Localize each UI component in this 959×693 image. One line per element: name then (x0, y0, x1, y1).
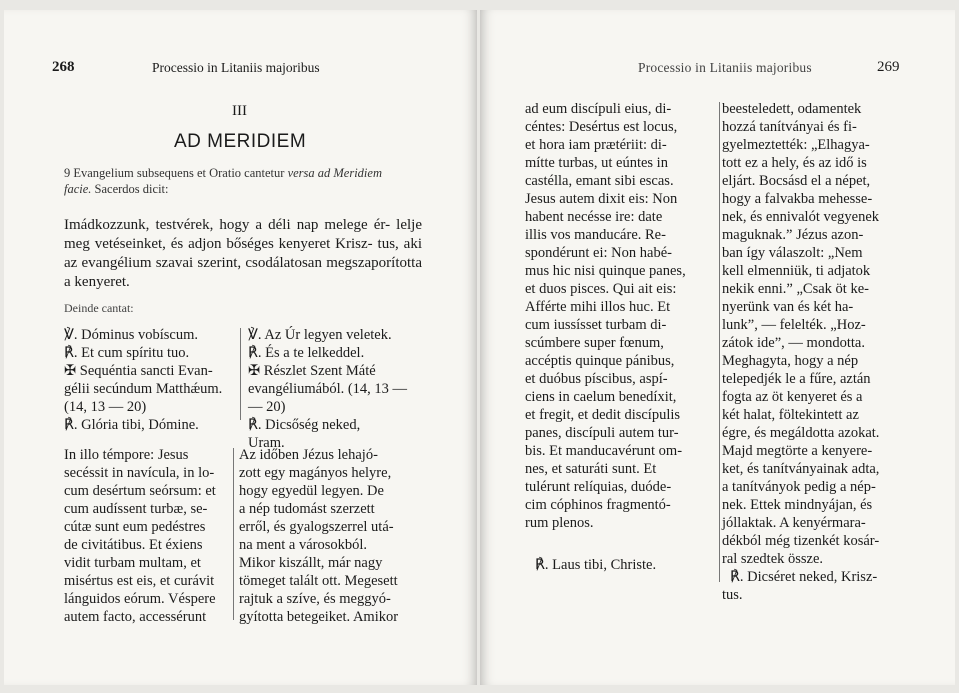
gospel-line: ral szedtek össze. (722, 551, 824, 567)
gospel-line: na ment a városokból. (239, 537, 368, 553)
hungarian-gospel (239, 446, 419, 626)
gospel-line: Az időben Jézus lehajó- (239, 447, 378, 463)
gospel-line: habent necésse ire: date (525, 209, 663, 225)
gospel-line: nes, et saturáti sunt. Et (525, 461, 657, 477)
versicle-line: ℟. Et cum spíritu tuo. (64, 345, 190, 361)
gospel-line: Jesus autem dixit eis: Non (525, 191, 678, 207)
gospel-line: cútæ sunt eum pedéstres (64, 519, 206, 535)
column-divider (719, 102, 720, 582)
gospel-line: tott ez a hely, és az idő is (722, 155, 867, 171)
gospel-line: telepedjék le a fűre, aztán (722, 371, 871, 387)
gospel-line: et duos pisces. Qui ait eis: (525, 281, 677, 297)
gospel-line: et fregit, et dedit discípulis (525, 407, 681, 423)
prayer-line: tus, aki az evangélium szavai szerint, csodálatosan (64, 236, 422, 271)
gospel-line: rum plenos. (525, 515, 594, 531)
gospel-line: fogta az öt kenyeret és a (722, 389, 863, 405)
gospel-line: panes, discípuli autem tur- (525, 425, 679, 441)
gospel-line: de civitátibus. Et éxiens (64, 537, 203, 553)
gospel-line: Mikor kiszállt, már nagy (239, 555, 383, 571)
gospel-line: eljárt. Bocsásd el a népet, (722, 173, 871, 189)
gospel-line: beesteledett, odamentek (722, 101, 862, 117)
gospel-line: ciens in caelum benedíxit, (525, 389, 677, 405)
right-page (480, 10, 955, 685)
gospel-line: scúmbere super fœnum, (525, 335, 664, 351)
versicle-line: ℟. Glória tibi, Dómine. (64, 417, 199, 433)
prayer-line: Imádkozzunk, testvérek, hogy a déli nap melege ér- (64, 217, 391, 233)
gospel-line: autem facto, accessérunt (64, 609, 207, 625)
latin-versicles (64, 326, 234, 434)
versicle-line: ✠ Részlet Szent Máté (248, 363, 376, 379)
running-header (480, 59, 955, 77)
rubric-line: facie. Sacerdos dicit: (64, 182, 169, 196)
gospel-line: míttе turbas, ut eúntes in (525, 155, 668, 171)
gospel-line: zott egy magányos helyre, (239, 465, 392, 481)
running-title: Processio in Litaniis majoribus (638, 60, 812, 75)
gospel-line: bis. Et manducavérunt om- (525, 443, 683, 459)
gospel-line: nyerünk van és két ha- (722, 299, 854, 315)
gospel-line: ban így válaszolt: „Nem (722, 245, 863, 261)
gospel-line: secéssit in navícula, in lo- (64, 465, 215, 481)
gospel-line: maguknak.” Jézus azon- (722, 227, 864, 243)
versicle-line: evangéliumából. (14, 13 — (248, 381, 408, 397)
gospel-line: céntes: Desértus est locus, (525, 119, 678, 135)
section-number: III (232, 103, 247, 119)
deinde-rubric: Deinde cantat: (64, 301, 134, 315)
gospel-line: lánguidos eórum. Véspere (64, 591, 216, 607)
gospel-line: a nép tudomást szerzett (239, 501, 375, 517)
versicle-line: gélii secúndum Matthǽum. (64, 381, 223, 397)
versicle-line: (14, 13 — 20) (64, 399, 147, 415)
gospel-line: a tanítványok pedig a nép- (722, 479, 876, 495)
response-line: ℟. Laus tibi, Christe. (535, 557, 657, 573)
gospel-line: cum desértum seórsum: et (64, 483, 216, 499)
gospel-line: Majd megtörte a kenyere- (722, 443, 873, 459)
response-line: ℟. Dicséret neked, Krisz- (730, 569, 878, 585)
gospel-line: accéptis quinque pánibus, (525, 353, 675, 369)
gospel-line: vidit turbam multam, et (64, 555, 201, 571)
gospel-line: Meghagyta, hogy a nép (722, 353, 859, 369)
gospel-line: et duóbus píscibus, aspí- (525, 371, 668, 387)
gospel-line: gyelmeztették: „Elhagya- (722, 137, 870, 153)
versicle-line: ℣. Az Úr legyen veletek. (248, 327, 392, 343)
versicle-line: ℟. Dicsőség neked, (248, 417, 361, 433)
gospel-line: hozzá tanítványai és fi- (722, 119, 857, 135)
gospel-line: jóllaktak. A kenyérmara- (722, 515, 866, 531)
rubric-line: 9 Evangelium subsequens et Oratio cantetur versa ad Meridiem (64, 166, 382, 180)
rubric (64, 165, 459, 197)
gospel-line: cum iussísset turbam di- (525, 317, 667, 333)
response-line: tus. (722, 587, 743, 603)
gospel-line: castélla, emant sibi escas. (525, 173, 674, 189)
gospel-line: nek, és ennivalót vegyenek (722, 209, 880, 225)
column-divider (240, 328, 241, 420)
prayer-line: megszaporította a kenyeret. (64, 255, 422, 290)
spacer (525, 532, 715, 556)
gospel-line: hogy a falvakba mehesse- (722, 191, 873, 207)
gospel-line: lunk”, — felelték. „Hoz- (722, 317, 866, 333)
gospel-line: cim cóphinos fragmentó- (525, 497, 671, 513)
gospel-line: erről, és gyalogszerrel utá- (239, 519, 394, 535)
gospel-line: égre, és megáldotta azokat. (722, 425, 880, 441)
gospel-line: mus hic nisi quinque panes, (525, 263, 686, 279)
versicle-line: ✠ Sequéntia sancti Evan- (64, 363, 213, 379)
latin-gospel-continued (525, 100, 715, 574)
gospel-line: zátok ide”, — mondotta. (722, 335, 865, 351)
gospel-line: spondérunt ei: Non habé- (525, 245, 672, 261)
gospel-line: rajtuk a szíve, és meggyó- (239, 591, 391, 607)
gospel-line: hogy egyedül legyen. De (239, 483, 384, 499)
gospel-line: Afférte mihi illos huc. Et (525, 299, 671, 315)
versicle-line: ℟. És a te lelkeddel. (248, 345, 365, 361)
gospel-line: tulérunt relíquias, duóde- (525, 479, 672, 495)
gospel-line: két halat, föltekintett az (722, 407, 859, 423)
gospel-line: gyította betegeiket. Amikor (239, 609, 399, 625)
column-divider (233, 448, 234, 620)
versicle-line: Uram. (248, 435, 285, 451)
page-number: 268 (52, 59, 75, 75)
gospel-line: nek. Ettek mindnyájan, és (722, 497, 873, 513)
page-number: 269 (877, 59, 900, 75)
gospel-line: misértus est eis, et curávit (64, 573, 215, 589)
left-page (4, 10, 477, 685)
gospel-line: kell elmenniük, ti adjatok (722, 263, 871, 279)
gospel-line: cum audíssent turbæ, se- (64, 501, 208, 517)
hungarian-gospel-continued (722, 100, 897, 604)
gospel-line: illis vos manducáre. Re- (525, 227, 666, 243)
versicle-line: — 20) (248, 399, 286, 415)
running-title: Processio in Litaniis majoribus (152, 60, 320, 75)
gospel-line: tömeget talált ott. Megesett (239, 573, 398, 589)
latin-gospel (64, 446, 237, 626)
prayer-line: lelje meg vetéseinket, és adjon bőséges kenyeret Krisz- (64, 217, 422, 252)
versicle-line: ℣. Dóminus vobíscum. (64, 327, 198, 343)
gospel-line: dékból még tizenkét kosár- (722, 533, 880, 549)
gospel-line: In illo témpore: Jesus (64, 447, 189, 463)
section-title: AD MERIDIEM (174, 131, 307, 152)
running-header (4, 59, 477, 77)
gospel-line: ad eum discípuli eius, di- (525, 101, 672, 117)
hungarian-versicles (248, 326, 418, 452)
gospel-line: et hora iam prætériit: di- (525, 137, 667, 153)
gospel-line: nekik enni.” „Csak öt ke- (722, 281, 869, 297)
prayer-text (64, 216, 422, 292)
gospel-line: ket, és tanítványainak adta, (722, 461, 880, 477)
